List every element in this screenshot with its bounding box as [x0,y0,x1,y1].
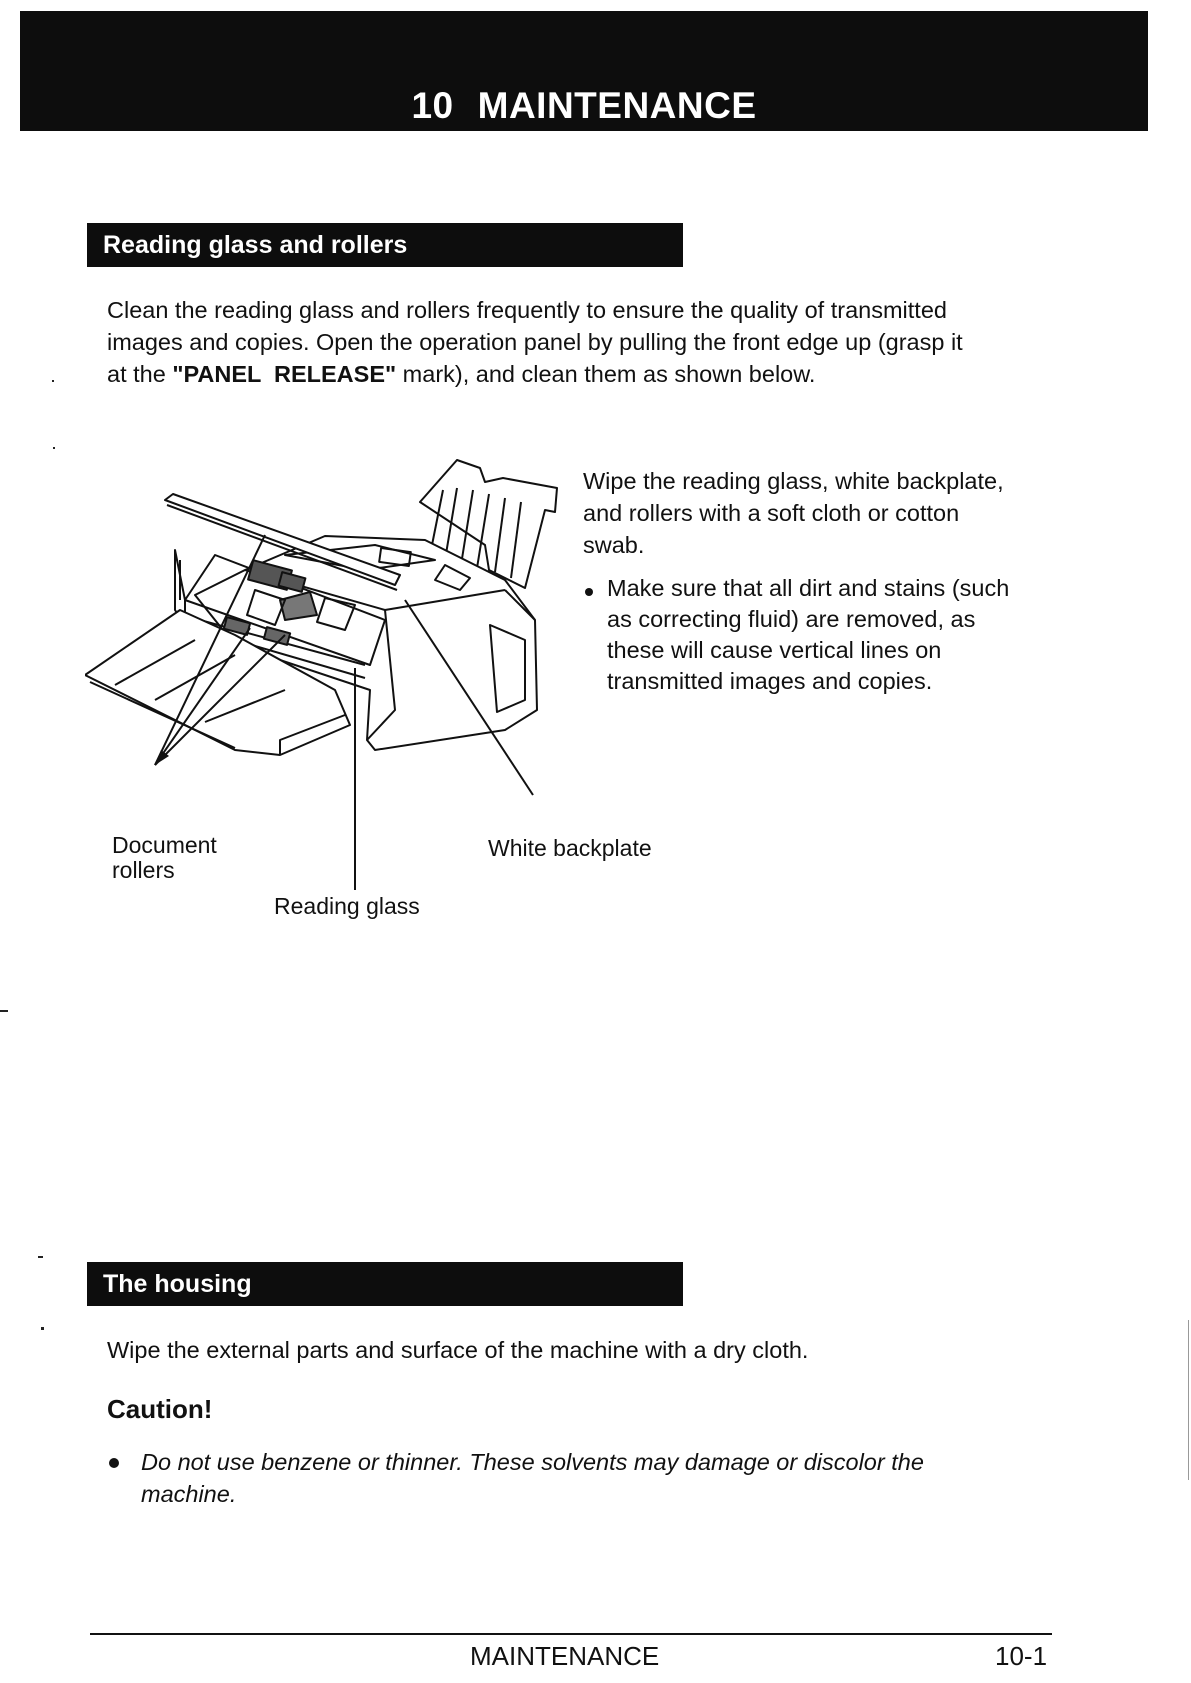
wipe-line-1: Wipe the reading glass, white backplate, [583,468,1004,494]
intro-line-3 [107,358,963,390]
label-reading-glass: Reading glass [274,893,420,919]
label-document-rollers-line-1: Document [112,832,217,858]
caution-heading: Caution! [107,1394,213,1424]
panel-release-mark: "PANEL RELEASE" [172,361,397,387]
section-heading-housing [87,1262,683,1306]
margin-mark [52,380,54,382]
margin-mark [38,1256,43,1258]
section-heading-label: Reading glass and rollers [103,231,408,259]
chapter-name: MAINTENANCE [477,85,757,126]
bullet-note [607,573,1009,697]
wipe-instructions [583,465,1004,561]
footer-rule [90,1633,1052,1635]
section-heading-reading-glass [87,223,683,267]
margin-mark [41,1327,44,1330]
bullet-line-3: these will cause vertical lines on [607,637,942,663]
caution-bullet-dot [109,1458,119,1468]
label-document-rollers [112,833,217,883]
wipe-line-2: and rollers with a soft cloth or cotton [583,500,960,526]
caution-note [141,1446,924,1510]
label-white-backplate: White backplate [488,835,652,861]
margin-mark [53,447,55,449]
caution-line-2: machine. [141,1481,237,1507]
housing-body: Wipe the external parts and surface of the machine with a dry cloth. [107,1337,809,1363]
intro-paragraph [107,294,963,390]
bullet-line-1: Make sure that all dirt and stains (such [607,575,1010,601]
margin-mark [1188,1320,1189,1480]
chapter-title [20,85,1148,127]
wipe-line-3: swab. [583,532,645,558]
section-heading-label: The housing [103,1270,252,1298]
bullet-dot [585,588,593,596]
chapter-number: 10 [411,85,454,126]
intro-line-3-start: at the [107,361,173,387]
intro-line-1: Clean the reading glass and rollers frequently to ensure the quality of transmitted [107,297,947,323]
bullet-line-2: as correcting fluid) are removed, as [607,606,976,632]
margin-mark [0,1010,8,1012]
intro-line-3-end: mark), and clean them as shown below. [396,361,816,387]
chapter-header-bar [20,11,1148,131]
caution-line-1: Do not use benzene or thinner. These solvents may damage or discolor the [141,1449,924,1475]
label-document-rollers-line-2: rollers [112,857,175,883]
footer-page-number: 10-1 [995,1641,1048,1671]
bullet-line-4: transmitted images and copies. [607,668,933,694]
intro-line-2: images and copies. Open the operation panel by pulling the front edge up (grasp it [107,329,963,355]
footer-section-name: MAINTENANCE [470,1641,660,1671]
